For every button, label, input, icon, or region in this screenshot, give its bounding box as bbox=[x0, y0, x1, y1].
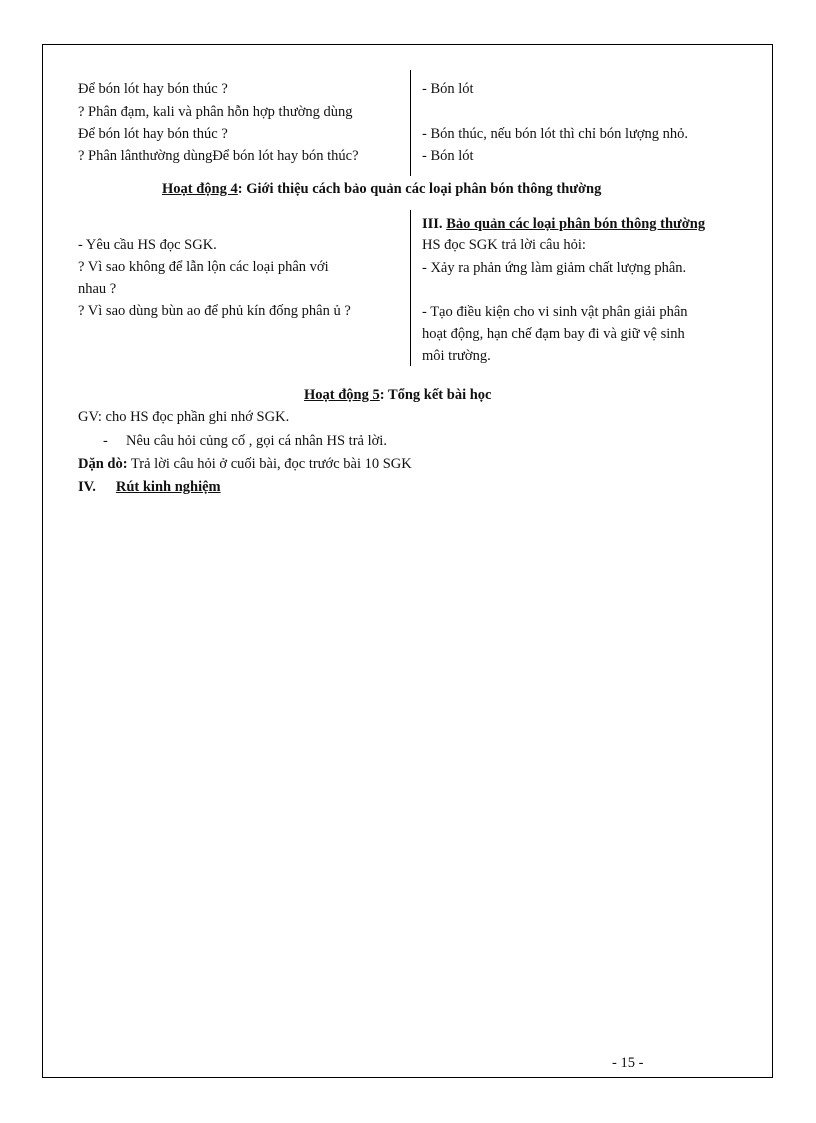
right-text-line: - Bón thúc, nếu bón lót thì chỉ bón lượng nhỏ. bbox=[422, 126, 689, 142]
section-iii-number: III. bbox=[422, 216, 443, 232]
right-text-line: - Bón lót bbox=[422, 81, 474, 97]
activity-5-label: Hoạt động 5 bbox=[304, 387, 380, 403]
activity-5-heading bbox=[304, 384, 491, 406]
dando-label: Dặn dò: bbox=[78, 456, 128, 472]
activity-4-label: Hoạt động 4 bbox=[162, 181, 238, 197]
bullet-dash: - bbox=[103, 433, 108, 449]
left-text-line: Để bón lót hay bón thúc ? bbox=[78, 81, 228, 97]
left-text-line: Để bón lót hay bón thúc ? bbox=[78, 126, 228, 142]
left-text-line: nhau ? bbox=[78, 281, 117, 297]
dando-line bbox=[78, 453, 412, 475]
left-text-line: ? Vì sao dùng bùn ao để phủ kín đống phân ủ ? bbox=[78, 303, 351, 319]
left-text-line: ? Vì sao không để lẫn lộn các loại phân với bbox=[78, 259, 329, 275]
column-divider bbox=[410, 70, 411, 176]
left-text-line: ? Phân lânthường dùngĐể bón lót hay bón thúc? bbox=[78, 148, 359, 164]
right-text-line: - Xảy ra phản ứng làm giảm chất lượng phân. bbox=[422, 260, 687, 276]
section-iii-title: Bảo quản các loại phân bón thông thường bbox=[446, 216, 706, 232]
left-text-line: - Yêu cầu HS đọc SGK. bbox=[78, 237, 217, 253]
section-iii-heading bbox=[422, 213, 705, 235]
activity-5-title: : Tổng kết bài học bbox=[379, 387, 492, 403]
right-text-line: môi trường. bbox=[422, 348, 491, 364]
left-text-line: ? Phân đạm, kali và phân hỗn hợp thường dùng bbox=[78, 104, 353, 120]
right-text-line: - Tạo điều kiện cho vi sinh vật phân giải phân bbox=[422, 304, 688, 320]
section-iv-title: Rút kinh nghiệm bbox=[115, 479, 221, 495]
right-text-line: hoạt động, hạn chế đạm bay đi và giữ vệ sinh bbox=[422, 326, 685, 342]
right-text-line: - Bón lót bbox=[422, 148, 474, 164]
section-iv-heading bbox=[78, 476, 221, 498]
right-text-line: HS đọc SGK trả lời câu hỏi: bbox=[422, 237, 586, 253]
dando-text: Trả lời câu hỏi ở cuối bài, đọc trước bài 10 SGK bbox=[127, 456, 412, 472]
bullet-text: Nêu câu hỏi củng cố , gọi cá nhân HS trả lời. bbox=[126, 433, 387, 449]
activity-4-heading bbox=[162, 178, 601, 200]
page-number: - 15 - bbox=[612, 1055, 644, 1071]
gv-line: GV: cho HS đọc phần ghi nhớ SGK. bbox=[78, 409, 290, 425]
activity-4-title: : Giới thiệu cách bảo quản các loại phân bón thông thường bbox=[237, 181, 602, 197]
section-iv-number: IV. bbox=[78, 479, 96, 495]
column-divider bbox=[410, 210, 411, 366]
